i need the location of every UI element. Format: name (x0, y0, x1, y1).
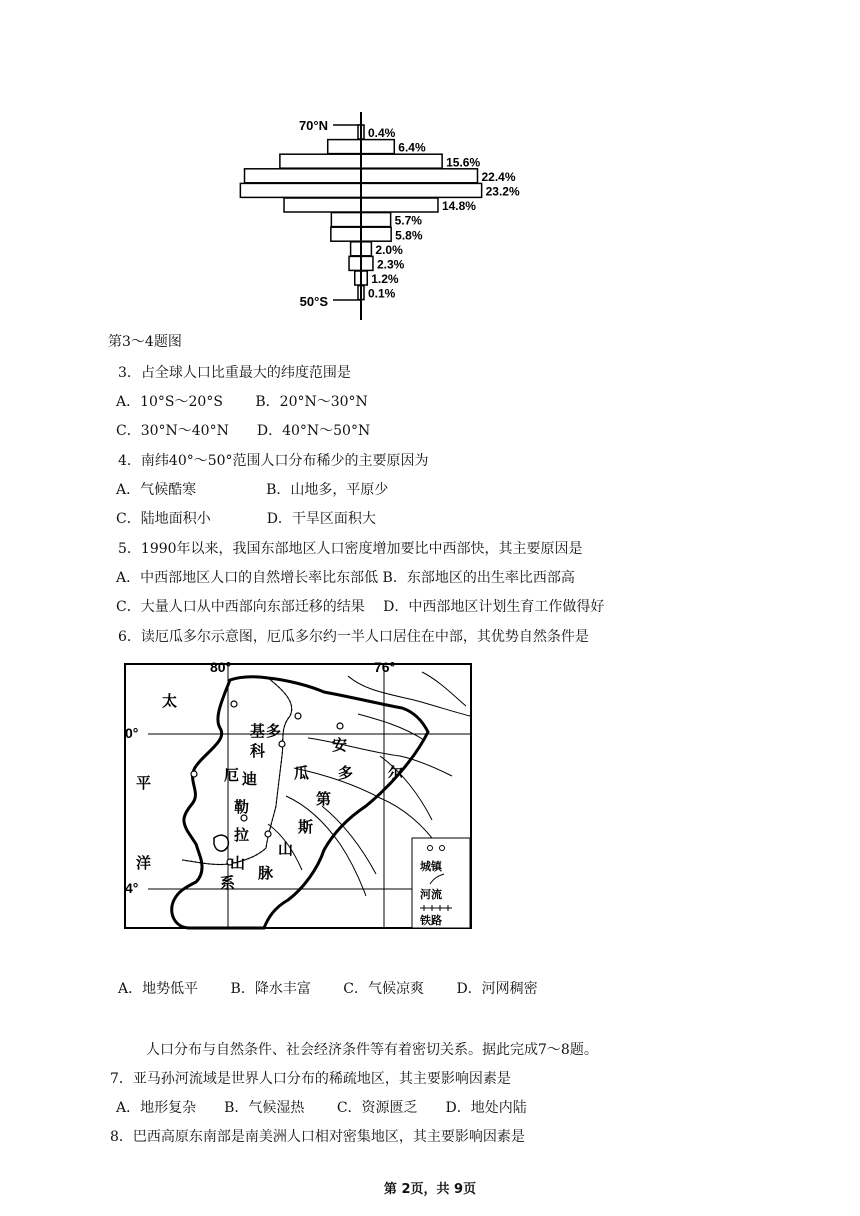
country-label: 瓜 (294, 764, 310, 782)
andes-label: 勒 (234, 798, 250, 816)
ocean-label: 平 (136, 774, 152, 792)
question-options: A．气候酷寒 B．山地多，平原少 (116, 482, 389, 498)
question-options: C．30°N～40°N D．40°N～50°N (116, 423, 371, 439)
lat-0-label: 0° (125, 725, 139, 741)
legend-town-label: 城镇 (420, 860, 442, 873)
bar-value-label: 22.4% (481, 169, 516, 184)
bar-value-label: 0.4% (368, 126, 396, 141)
andes-label: 斯 (298, 818, 314, 836)
andes-label: 系 (220, 874, 236, 892)
country-label: 厄 (224, 766, 240, 784)
question-6-options: A．地势低平 B．降水丰富 C．气候凉爽 D．河网稠密 (118, 981, 538, 997)
question-7-stem: 7．亚马孙河流域是世界人口分布的稀疏地区，其主要影响因素是 (110, 1071, 511, 1087)
andes-label: 山 (230, 854, 246, 872)
country-label: 安 (332, 736, 348, 754)
bar-value-label: 5.8% (395, 228, 423, 243)
bottom-latitude-label: 50°S (299, 294, 328, 309)
question-stem: 5．1990年以来，我国东部地区人口密度增加要比中西部快，其主要原因是 (118, 541, 583, 557)
page-footer: 第 2页，共 9页 (383, 1182, 477, 1197)
ocean-label: 洋 (136, 854, 152, 872)
legend-railway-label: 铁路 (420, 914, 442, 927)
lon-76-label: 76° (374, 659, 396, 675)
question-6-stem: 6．读厄瓜多尔示意图，厄瓜多尔约一半人口居住在中部，其优势自然条件是 (118, 629, 589, 645)
intro-7-8: 人口分布与自然条件、社会经济条件等有着密切关系。据此完成7～8题。 (146, 1042, 598, 1058)
lat-4-label: 4° (125, 880, 139, 896)
bar-value-label: 1.2% (371, 272, 399, 287)
city-label: 多 (266, 722, 282, 740)
andes-label: 脉 (258, 864, 274, 882)
question-8-stem: 8．巴西高原东南部是南美洲人口相对密集地区，其主要影响因素是 (110, 1129, 525, 1145)
bar-value-label: 2.0% (375, 242, 403, 257)
bar-value-label: 0.1% (368, 286, 396, 301)
bar-value-label: 5.7% (394, 213, 422, 228)
question-options: C．大量人口从中西部向东部迁移的结果 D．中西部地区计划生育工作做得好 (116, 599, 605, 615)
country-label: 多 (338, 764, 354, 782)
andes-label: 科 (250, 742, 266, 760)
bar-value-label: 15.6% (446, 155, 481, 170)
legend-river-label: 河流 (420, 888, 442, 901)
town-icon (428, 846, 433, 851)
population-latitude-chart (0, 0, 860, 330)
lon-80-label: 80° (210, 659, 232, 675)
country-label: 尔 (388, 764, 404, 782)
map-legend (412, 838, 470, 928)
bar-value-label: 2.3% (376, 257, 405, 272)
ecuador-map (118, 656, 478, 932)
bar-value-label: 6.4% (398, 140, 426, 155)
country-label: 第 (316, 790, 332, 808)
figure-caption: 第3～4题图 (108, 334, 182, 350)
top-latitude-label: 70°N (298, 118, 328, 133)
question-7-options: A．地形复杂 B．气候湿热 C．资源匮乏 D．地处内陆 (116, 1100, 527, 1116)
question-stem: 4．南纬40°～50°范围人口分布稀少的主要原因为 (118, 453, 429, 469)
bar-value-label: 23.2% (485, 184, 520, 199)
question-stem: 3．占全球人口比重最大的纬度范围是 (118, 365, 351, 381)
question-options: C．陆地面积小 D．干旱区面积大 (116, 511, 376, 527)
bar-value-label: 14.8% (441, 199, 476, 214)
andes-label: 迪 (242, 770, 258, 788)
question-options: A．中西部地区人口的自然增长率比东部低 B．东部地区的出生率比西部高 (116, 570, 575, 586)
ocean-label: 太 (162, 692, 178, 710)
question-options: A．10°S～20°S B．20°N～30°N (116, 394, 368, 410)
andes-label: 山 (278, 840, 294, 858)
city-label: 基 (250, 722, 266, 740)
andes-label: 拉 (234, 826, 250, 844)
